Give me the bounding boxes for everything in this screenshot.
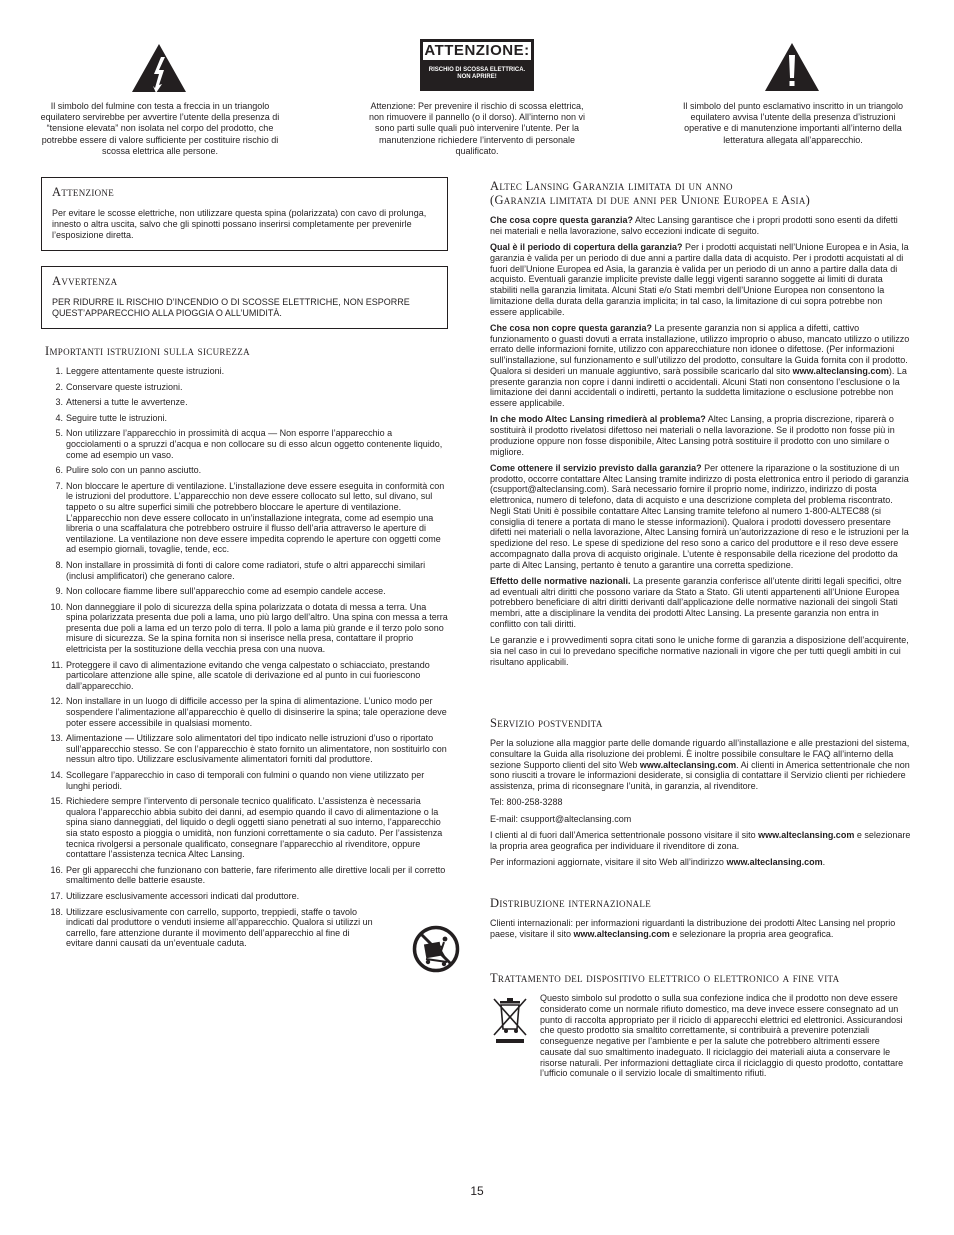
service-paragraph: Per informazioni aggiornate, visitare il sito Web all’indirizzo www.alteclansing.com. [490,856,826,867]
list-item: 7. Non bloccare le aperture di ventilazione. L’installazione deve essere eseguita in conformità con le istruzioni del produttore. L’apparecchio non deve essere collocato sul letto, sul divano, sul tappeto o su altre superfici simili che potrebbero bloccare le aperture di ventilazione. L’apparecchio non deve essere collocato in un’installazione integrata, come ad esempio una libreria o una scaffalatura che potrebbero ostruire il flusso dell’aria attraverso le aperture di ventilazione. La ventilazione non deve essere impedita coprendo le aperture con oggetti come ad esempio giornali, tovaglie, tende, ecc. [55,480,445,555]
attention-badge-line2: NON APRIRE! [457,74,497,80]
list-item: 3. Attenersi a tutte le avvertenze. [55,397,188,408]
warranty-paragraph: Le garanzie e i provvedimenti sopra citati sono le uniche forme di garanzia a disposizione dell’acquirente, sia nel caso in cui lo prevedano specifiche normative nazionali in vigore che per tutti quegli ambiti in cui risultano applicabili. [490,635,909,667]
list-item: 17. Utilizzare esclusivamente accessori indicati dal produttore. [50,890,300,901]
attenzione-box [41,177,448,251]
list-item: 4. Seguire tutte le istruzioni. [55,412,168,423]
website-link[interactable]: www.alteclansing.com [792,365,889,376]
list-item: 8. Non installare in prossimità di fonti di calore come radiatori, stufe o altri apparecchi similari (inclusi amplificatori) che generano calore. [55,559,426,581]
service-title: Servizio postvendita [490,716,603,730]
distribution-paragraph: Clienti internazionali: per informazioni riguardanti la distribuzione dei prodotti Altec Lansing nel proprio paese, visitare il sito www.alteclansing.com e selezionare la propria area geografica. [490,918,896,939]
attention-caption: Attenzione: Per prevenire il rischio di scossa elettrica, non rimuovere il pannello (o il dorso). All’interno non vi sono parti sulle quali può intervenire l’utente. Per la manutenzione richiedere l’intervento di personale qualificato. [368,101,586,156]
service-paragraph: Per la soluzione alla maggior parte delle domande riguardo all’installazione e alle prestazioni del sistema, consultare la Guida alla risoluzione dei problemi. È inoltre possibile consultare le FAQ all’interno della sezione Supporto clienti del sito Web www.alteclansing.com. Ai clienti in America settentrionale che non sono riusciti a trovare le informazioni desiderate, si consiglia di contattare il Servizio clienti per richiedere assistenza, prima di riconsegnare l’unità, in garanzia, al rivenditore. [490,738,910,791]
attenzione-box-title: Attenzione [52,185,115,199]
list-item: 9. Non collocare fiamme libere sull’apparecchio come ad esempio candele accese. [55,586,386,597]
lightning-caption: Il simbolo del fulmine con testa a freccia in un triangolo equilatero servirebbe per avvertire l’utente della presenza di “tensione elevata” non isolata nel corpo del prodotto, che potrebbe essere di valore sufficiente per costituire rischio di scossa elettrica alle persone. [40,101,280,156]
lightning-warning-icon [131,43,187,93]
service-paragraph: I clienti al di fuori dall’America settentrionale possono visitare il sito www.alteclansing.com e selezionare la propria area geografica per individuare il rivenditore di zona. [490,829,911,851]
warranty-title-line2: (Garanzia limitata di due anni per Unione Europea e Asia) [490,193,811,207]
exclamation-warning-icon [764,42,820,92]
avvertenza-box-title: Avvertenza [52,274,118,288]
exclamation-caption: Il simbolo del punto esclamativo inscritto in un triangolo equilatero avvisa l’utente della presenza d’istruzioni operative e di manutenzione importanti all’interno della letteratura allegata all’apparecchio. [682,101,904,145]
list-item: 5. Non utilizzare l’apparecchio in prossimità di acqua — Non esporre l’apparecchio a gocciolamenti o a spruzzi d’acqua e non collocare su di esso alcun oggetto contenente liquido, come ad esempio un vaso. [55,428,443,460]
list-item: 1. Leggere attentamente queste istruzioni. [55,366,225,376]
cart-tipover-warning-icon [412,925,460,973]
list-item: 14. Scollegare l’apparecchio in caso di temporali con fulmini o quando non viene utilizzato per lunghi periodi. [50,770,425,791]
avvertenza-box-text: PER RIDURRE IL RISCHIO D’INCENDIO O DI SCOSSE ELETTRICHE, NON ESPORRE QUEST’APPARECCHIO ALLA PIOGGIA O ALL’UMIDITÀ. [52,297,410,318]
list-item: 13. Alimentazione — Utilizzare solo alimentatori del tipo indicato nelle istruzioni d’uso o riportato sull’apparecchio stesso. Se con l’apparecchio è stato fornito un alimentatore, non sostituirlo con nessun altro tipo. Utilizzare esclusivamente alimentatori forniti dal produttore. [50,733,447,765]
list-item: 6. Pulire solo con un panno asciutto. [55,465,202,476]
disposal-title: Trattamento del dispositivo elettrico o elettronico a fine vita [490,971,840,985]
service-phone: Tel: 800-258-3288 [490,797,563,808]
list-item: 18. Utilizzare esclusivamente con carrello, supporto, treppiedi, staffe o tavolo indicati dal produttore o venduti insieme all’apparecchio. Qualora si utilizzi un carrello, fare attenzione durante il movimento dell’apparecchio al fine di evitare danni causati da un’eventuale caduta. [50,906,373,949]
disposal-section [490,971,911,1085]
service-section [490,716,911,873]
list-item: 12. Non installare in un luogo di difficile accesso per la spina di alimentazione. L’unico modo per sospendere l’alimentazione all’apparecchio è quello di disinserire la spina; tale operazione deve poter essere accessibile in qualsiasi momento. [50,696,447,728]
website-link[interactable]: www.alteclansing.com [758,829,855,840]
instructions-list [47,366,448,954]
distribution-title: Distribuzione internazionale [490,896,652,910]
weee-crossed-bin-icon [490,995,530,1043]
list-item: 16. Per gli apparecchi che funzionano con batterie, fare riferimento alle direttive locali per il corretto smaltimento delle batterie esauste. [50,864,446,886]
website-link[interactable]: www.alteclansing.com [726,856,823,867]
distribution-section [490,896,911,945]
disposal-paragraph: Questo simbolo sul prodotto o sulla sua confezione indica che il prodotto non deve essere considerato come un normale rifiuto domestico, ma deve invece essere consegnato ad un punto di raccolta appropriato per il riciclo di apparecchi elettrici ed elettronici. Assicurandosi che questo prodotto sia smaltito correttamente, si contribuirà a prevenire potenziali conseguenze negative per l’ambiente e per la salute che potrebbero altrimenti essere causate dal suo smaltimento inadeguato. Il riciclaggio dei materiali aiuta a conservare le risorse naturali. Per informazioni dettagliate circa il riciclaggio di questo prodotto, contattare l’ufficio comunale o il servizio locale di smaltimento rifiuti. [540,993,904,1079]
list-item: 10. Non danneggiare il polo di sicurezza della spina polarizzata o dotata di messa a terra. Una spina polarizzata presenta due poli a lama, uno più largo dell’altro. Una spina con messa a terra presenta due poli a lama ed un terzo polo di terra. Il polo a lama più grande e il terzo polo sono misure di sicurezza. Se la spina fornita non si inserisce nella presa, contattare il proprio elettricista per la sostituzione della vecchia presa con una nuova. [50,601,448,655]
warranty-paragraph: Effetto delle normative nazionali. La presente garanzia conferisce all’utente diritti legali specifici, oltre ad eventuali altri diritti che possono variare da Stato a Stato. Gli utenti appartenenti all’Unione Europea potrebbero beneficiare di altri diritti derivanti dall’applicazione delle normative nazionali dei singoli Stati membri, atte a disciplinare la vendita dei prodotti Altec Lansing. La presente garanzia non entra in conflitto con tali diritti. [490,575,902,629]
list-item: 11. Proteggere il cavo di alimentazione evitando che venga calpestato o schiacciato, prestando particolare attenzione alle spine, alle scatole di derivazione ed al punto in cui fuoriescono dall’apparecchio. [51,659,430,691]
page-number: 15 [470,1184,484,1198]
website-link[interactable]: www.alteclansing.com [573,928,670,939]
list-item: 15. Richiedere sempre l’intervento di personale tecnico qualificato. L’assistenza è necessaria qualora l’apparecchio abbia subito dei danni, ad esempio quando il cavo di alimentazione o la spina siano danneggiati, del liquido o degli oggetti siano penetrati al suo interno, l’apparecchio sia stato esposto a pioggia o umidità, non funzioni correttamente o sia caduto. Per l’assistenza tecnica rivolgersi a personale qualificato, consegnare l’apparecchio al rivenditore, oppure contattare l’assistenza tecnica Altec Lansing. [50,796,443,860]
warranty-paragraph: Che cosa non copre questa garanzia? La presente garanzia non si applica a difetti, cattivo funzionamento o guasti dovuti a errata installazione, utilizzo improprio o abuso, mancato utilizzo o utilizzo errato delle informazioni fornite, utilizzo con apparecchiature non idonee o difettose. (Per informazioni sull’installazione, sul funzionamento e sull’utilizzo del prodotto, consultare la Guida fornita con il prodotto. Qualora si desideri un manuale aggiuntivo, sarà possibile scaricarlo dal sito www.alteclansing.com). La presente garanzia non copre i danni indiretti o accidentali. Alcuni Stati non consentono l’esclusione o la limitazione dei danni accidentali o indiretti, pertanto la suddetta limitazione o esclusione potrebbe non essere applicabile. [490,322,910,408]
warranty-paragraph: Qual è il periodo di copertura della garanzia? Per i prodotti acquistati nell’Unione Europea e in Asia, la garanzia è valida per un periodo di due anni a partire dalla data di acquisto. Per i prodotti acquistati al di fuori dell’Unione Europea ed Asia, la garanzia è valida per un periodo di un anno a partire dalla data di acquisto. Eventuali garanzie implicite previste dalle leggi vigenti saranno soggette ai limiti di durata stabiliti nella garanzia limitata. Alcuni Stati e/o Stati membri dell’Unione Europea non consentono la limitazione della durata della garanzia implicita; in tal caso, la limitazione di cui sopra potrebbe non essere applicabile. [490,242,909,317]
instructions-title: Importanti istruzioni sulla sicurezza [45,344,250,358]
attention-badge-title: ATTENZIONE: [424,42,530,59]
weee-bin-icon-holder [490,993,534,1070]
warranty-paragraph: Che cosa copre questa garanzia? Altec Lansing garantisce che i propri prodotti sono esenti da difetti nei materiali e nella lavorazione, salvo eccezioni indicate di seguito. [490,215,898,236]
warranty-section [490,179,911,673]
attenzione-box-text: Per evitare le scosse elettriche, non utilizzare questa spina (polarizzata) con cavo di prolunga, innesto o altra uscita, salvo che gli spinotti possano inserirsi completamente per prevenirle l’esposizione diretta. [52,208,427,240]
avvertenza-box [41,266,448,329]
website-link[interactable]: www.alteclansing.com [639,759,737,770]
list-item: 2. Conservare queste istruzioni. [55,381,183,392]
warranty-paragraph: Come ottenere il servizio previsto dalla garanzia? Per ottenere la riparazione o la sostituzione di un prodotto, occorre contattare Altec Lansing tramite indirizzo di posta elettronica entro il periodo di garanzia (csupport@alteclansing.com). Sarà necessario fornire il proprio nome, indirizzo, indirizzo di posta elettronica, numero di telefono, data di acquisto e una descrizione completa del problema riscontrato. Negli Stati Uniti è possibile contattare Altec Lansing tramite telefono al numero 1-800-ALTEC88 (si consiglia di tenere a portata di mano le stesse informazioni). Qualora i prodotti dovessero presentare difetti nei materiali o nella lavorazione, Altec Lansing fornirà un’autorizzazione di reso e le istruzioni per la spedizione del reso. Le spese di spedizione del reso sono a carico del produttore e il reso deve essere accompagnato dalla prova di acquisto originale. L’utente è responsabile della ricezione del prodotto da parte di Altec Lansing, pertanto è tenuto a garantire una corretta spedizione. [490,462,909,570]
warranty-title-line1: Altec Lansing Garanzia limitata di un anno [490,179,733,193]
attention-badge-line1: RISCHIO DI SCOSSA ELETTRICA. [428,67,526,73]
service-email: E-mail: csupport@alteclansing.com [490,813,632,824]
warranty-paragraph: In che modo Altec Lansing rimedierà al problema? Altec Lansing, a propria discrezione, riparerà o sostituirà il prodotto rivelatosi difettoso nei materiali o nella lavorazione. Se il prodotto non fosse più in produzione oppure non fosse disponibile, Altec Lansing potrà sostituire il prodotto con uno similare o migliore. [490,414,895,457]
attention-badge [420,39,534,91]
